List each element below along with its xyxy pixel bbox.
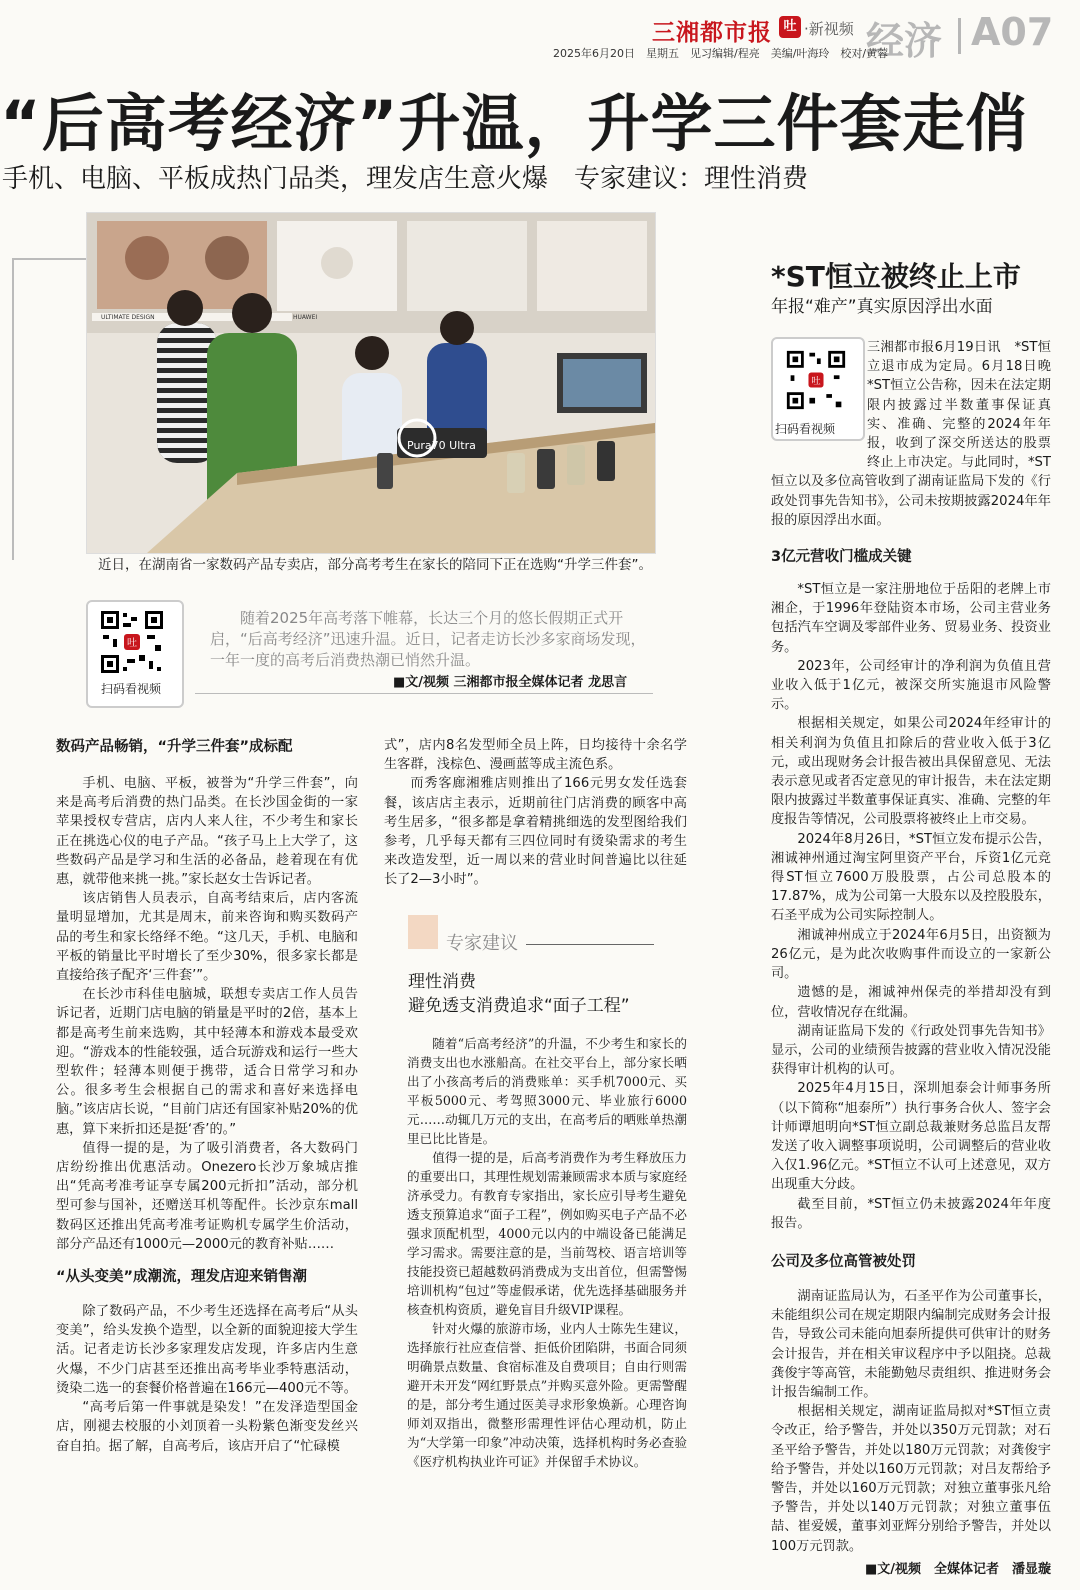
paragraph: *ST恒立是一家注册地位于岳阳的老牌上市湘企，于1996年登陆资本市场，公司主营业务包括汽车空调及零部件业务、贸易业务、投资业务。: [771, 582, 1051, 655]
article-column-3: [771, 338, 1051, 1579]
display-sign-text: Pura70 Ultra: [407, 439, 476, 452]
section-heading-digital: 数码产品畅销，“升学三件套”成标配: [56, 739, 293, 755]
paragraph: 式”，店内8名发型师全员上阵，日均接待十余名学生客群，浅棕色、漫画蓝等成主流色系。: [384, 738, 687, 773]
video-brand-label: ·新视频: [804, 20, 854, 38]
paragraph: 在长沙市科佳电脑城，联想专卖店工作人员告诉记者，近期门店电脑的销量是平时的2倍，基本上都是高考生前来选购，其中轻薄本和游戏本最受欢迎。“游戏本的性能较强，适合玩游戏和运行一些大型软件；轻薄本则便于携带，适合日常学习和办公。很多考生会根据自己的需求和喜好来选择电脑。”该店店长说，“目前门店还有国家补贴20%的优惠，算下来折扣还是挺‘香’的。”: [56, 987, 358, 1137]
side-article-subtitle: 年报“难产”真实原因浮出水面: [771, 297, 993, 317]
paragraph: 根据相关规定，如果公司2024年经审计的相关利润为负值且扣除后的营业收入低于3亿元，或出现财务会计报告被出具保留意见、无法表示意见或者否定意见的审计报告，未在法定期限内披露过半数董事保证真实、准确、完整的年度报告等情况，公司股票将被终止上市交易。: [771, 716, 1051, 828]
section-heading-penalty: 公司及多位高管被处罚: [771, 1253, 916, 1270]
qr-logo-mark: 吐: [127, 638, 137, 649]
page-number: A07: [971, 10, 1054, 54]
paragraph: 该店销售人员表示，自高考结束后，店内客流量明显增加，尤其是周末，前来咨询和购买数码产品的考生和家长络绎不绝。“这几天，手机、电脑和平板的销量比平时增长了至少30%，很多家长都是直接给孩子配齐‘三件套’”。: [56, 891, 358, 984]
section-name: 经济: [866, 19, 943, 63]
paragraph: 随着“后高考经济”的升温，不少考生和家长的消费支出也水涨船高。在社交平台上，部分家长晒出了小孩高考后的消费账单：买手机7000元、买平板5000元、考驾照3000元、毕业旅行6000元……动辄几万元的支出，在高考后的晒账单热潮里已比比皆是。: [407, 1036, 687, 1146]
newspaper-name: 三湘都市报: [652, 20, 772, 46]
paragraph: 湘诚神州成立于2024年6月5日，出资额为26亿元，是为此次收购事件而设立的一家新公司。: [771, 927, 1051, 982]
side-article-title: *ST恒立被终止上市: [771, 260, 1021, 293]
paragraph: 遗憾的是，湘诚神州保壳的举措却没有到位，营收情况存在纰漏。: [771, 985, 1051, 1020]
brand-logo-icon: 吐: [779, 16, 801, 38]
qr-float-spacer: [771, 338, 867, 456]
paragraph: 针对火爆的旅游市场，业内人士陈先生建议，选择旅行社应查信誉、拒低价团陷阱，书面合同须明确景点数量、食宿标准及自费项目；自由行则需避开未开发“网红野景点”并购买意外险。更需警醒的是，部分考生通过医美寻求形象焕新。心理咨询师刘双指出，微整形需理性评估心理动机，防止为“大学第一印象”冲动决策，选择机构时务必查验《医疗机构执业许可证》并保留手术协议。: [407, 1321, 687, 1469]
headline: “后高考经济”升温，升学三件套走俏: [0, 87, 1029, 160]
side-article-byline: ■文/视频 全媒体记者 潘显璇: [864, 1561, 1051, 1577]
article-column-2-top: [384, 736, 687, 890]
expert-headline: [408, 970, 630, 1018]
article-byline: ■文/视频 三湘都市报全媒体记者 龙思言: [393, 675, 628, 690]
paragraph: 湖南证监局下发的《行政处罚事先告知书》显示，公司的业绩预告披露的营业收入情况没能获得审计机构的认可。: [771, 1023, 1051, 1078]
subheadline: 手机、电脑、平板成热门品类，理发店生意火爆 专家建议：理性消费: [2, 164, 809, 194]
qr-label-video: 扫码看视频: [101, 682, 162, 696]
paragraph: 2025年4月15日，深圳旭泰会计师事务所（以下简称“旭泰所”）执行事务合伙人、签字会计师谭旭明向*ST恒立副总裁兼财务总监吕友帮发送了收入调整事项说明，公司调整后的营业收入仅1.96亿元。*ST恒立不认可上述意见，双方出现重大分歧。: [771, 1081, 1051, 1193]
store-photo: [86, 212, 656, 554]
paragraph: 值得一提的是，为了吸引消费者，各大数码门店纷纷推出优惠活动。Onezero长沙万象城店推出“凭高考准考证享专属200元折扣”活动，部分机型可参与国补，还赠送耳机等配件。长沙京东mall数码区还推出凭高考准考证购机专属学生价活动，部分产品还有1000元—2000元的教育补贴……: [56, 1140, 358, 1252]
paragraph: 而秀客廊湘雅店则推出了166元男女发任选套餐，该店店主表示，近期前往门店消费的顾客中高考生居多，“很多都是拿着精挑细选的发型图给我们参考，几乎每天都有三四位同时有烫染需求的考生来改造发型，近一周以来的营业时间普遍比以往延长了2—3小时”。: [384, 776, 687, 888]
side-qr-logo-mark: 吐: [811, 375, 821, 387]
store-sign-brand: HUAWEI: [293, 314, 318, 321]
section-heading-hair: “从头变美”成潮流，理发店迎来销售潮: [56, 1269, 308, 1286]
expert-tag-decoration: [408, 915, 438, 949]
paragraph: 根据相关规定，湖南证监局拟对*ST恒立责令改正，给予警告，并处以350万元罚款；对石圣平给予警告，并处以180万元罚款；对龚俊宇给予警告，并处以160万元罚款；对吕友帮给予警告，并处以160万元罚款；对独立董事张凡给予警告，并处以140万元罚款；对独立董事伍喆、崔爱媛，董事刘亚辉分别给予警告，并处以100万元罚款。: [771, 1404, 1051, 1554]
intro-rule: [195, 693, 653, 694]
paragraph: 三湘都市报6月19日讯 *ST恒立退市成为定局。6月18日晚*ST恒立公告称，因未在法定期限内披露过半数董事保证真实、准确、完整的2024年年报，收到了深交所送达的股票终止上市决定。与此同时，*ST恒立以及多位高管收到了湖南证监局下发的《行政处罚事先告知书》，公司未按期披露2024年年报的原因浮出水面。: [771, 340, 1051, 528]
photo-frame-bracket: [12, 258, 86, 560]
paragraph: 2023年，公司经审计的净利润为负值且营业收入低于1亿元，被深交所实施退市风险警示。: [771, 658, 1051, 713]
expert-section-label: 专家建议: [446, 933, 518, 954]
paragraph: 值得一提的是，后高考消费作为考生释放压力的重要出口，其理性规划需兼顾需求本质与家庭经济承受力。有教育专家指出，家长应引导考生避免透支预算追求“面子工程”，例如购买电子产品不必强求顶配机型，4000元以内的中端设备已能满足学习需求。需要注意的是，当前驾校、语言培训等技能投资已超越数码消费成为支出首位，但需警惕培训机构“包过”等虚假承诺，优先选择基础服务并核查机构资质，避免盲目升级VIP课程。: [407, 1150, 687, 1317]
qr-code-icon[interactable]: [99, 609, 165, 675]
photo-caption: 近日，在湖南省一家数码产品专卖店，部分高考考生在家长的陪同下正在选购“升学三件套”。: [98, 557, 652, 573]
paragraph: 手机、电脑、平板，被誉为“升学三件套”，向来是高考后消费的热门品类。在长沙国金街的一家苹果授权专营店，店内人来人往，不少考生和家长正在挑选心仪的电子产品。“孩子马上上大学了，这些数码产品是学习和生活的必备品，趁着现在有优惠，就带他来挑一挑。”家长赵女士告诉记者。: [56, 776, 358, 888]
side-qr-label: 扫码看视频: [775, 422, 836, 436]
expert-headline-line2: 避免透支消费追求“面子工程”: [408, 996, 630, 1016]
expert-headline-line1: 理性消费: [408, 972, 476, 992]
store-sign-text: ULTIMATE DESIGN: [101, 314, 155, 321]
article-intro: 随着2025年高考落下帷幕，长达三个月的悠长假期正式开启，“后高考经济”迅速升温。近日，记者走访长沙多家商场发现，一年一度的高考后消费热潮已悄然升温。: [210, 609, 646, 669]
page-separator: [958, 18, 961, 54]
paragraph: 除了数码产品，不少考生还选择在高考后“从头变美”，给头发换个造型，以全新的面貌迎接大学生活。记者走访长沙多家理发店发现，许多店内生意火爆，不少门店甚至还推出高考毕业季特惠活动，烫染二选一的套餐价格普遍在166元—400元不等。: [56, 1304, 358, 1396]
paragraph: 湖南证监局认为，石圣平作为公司董事长，未能组织公司在规定期限内编制完成财务会计报告，导致公司未能向旭泰所提供可供审计的财务会计报告，并在相关审议程序中予以阻挠。总裁龚俊宇等高管，未能勤勉尽责组织、推进财务会计报告编制工作。: [771, 1288, 1051, 1400]
article-column-2-expert: [407, 1034, 687, 1471]
expert-rule: [526, 944, 654, 945]
dateline: 2025年6月20日 星期五 见习编辑/程亮 美编/叶海玲 校对/黄蓉: [553, 47, 889, 60]
section-heading-threshold: 3亿元营收门槛成关键: [771, 549, 912, 566]
paragraph: 2024年8月26日，*ST恒立发布提示公告，湘诚神州通过淘宝阿里资产平台，斥资1亿元竞得ST恒立7600万股股票，占公司总股本的17.87%，成为公司第一大股东以及控股股东，石圣平成为公司实际控制人。: [771, 831, 1051, 924]
paragraph: “高考后第一件事就是染发！”在发泽造型国金店，刚褪去校服的小刘顶着一头粉紫色渐变发丝兴奋自拍。据了解，自高考后，该店开启了“忙碌模: [56, 1400, 358, 1454]
store-scene-illustration: [87, 213, 655, 553]
paragraph: 截至目前，*ST恒立仍未披露2024年年度报告。: [771, 1196, 1051, 1231]
article-column-1: [56, 736, 358, 1456]
